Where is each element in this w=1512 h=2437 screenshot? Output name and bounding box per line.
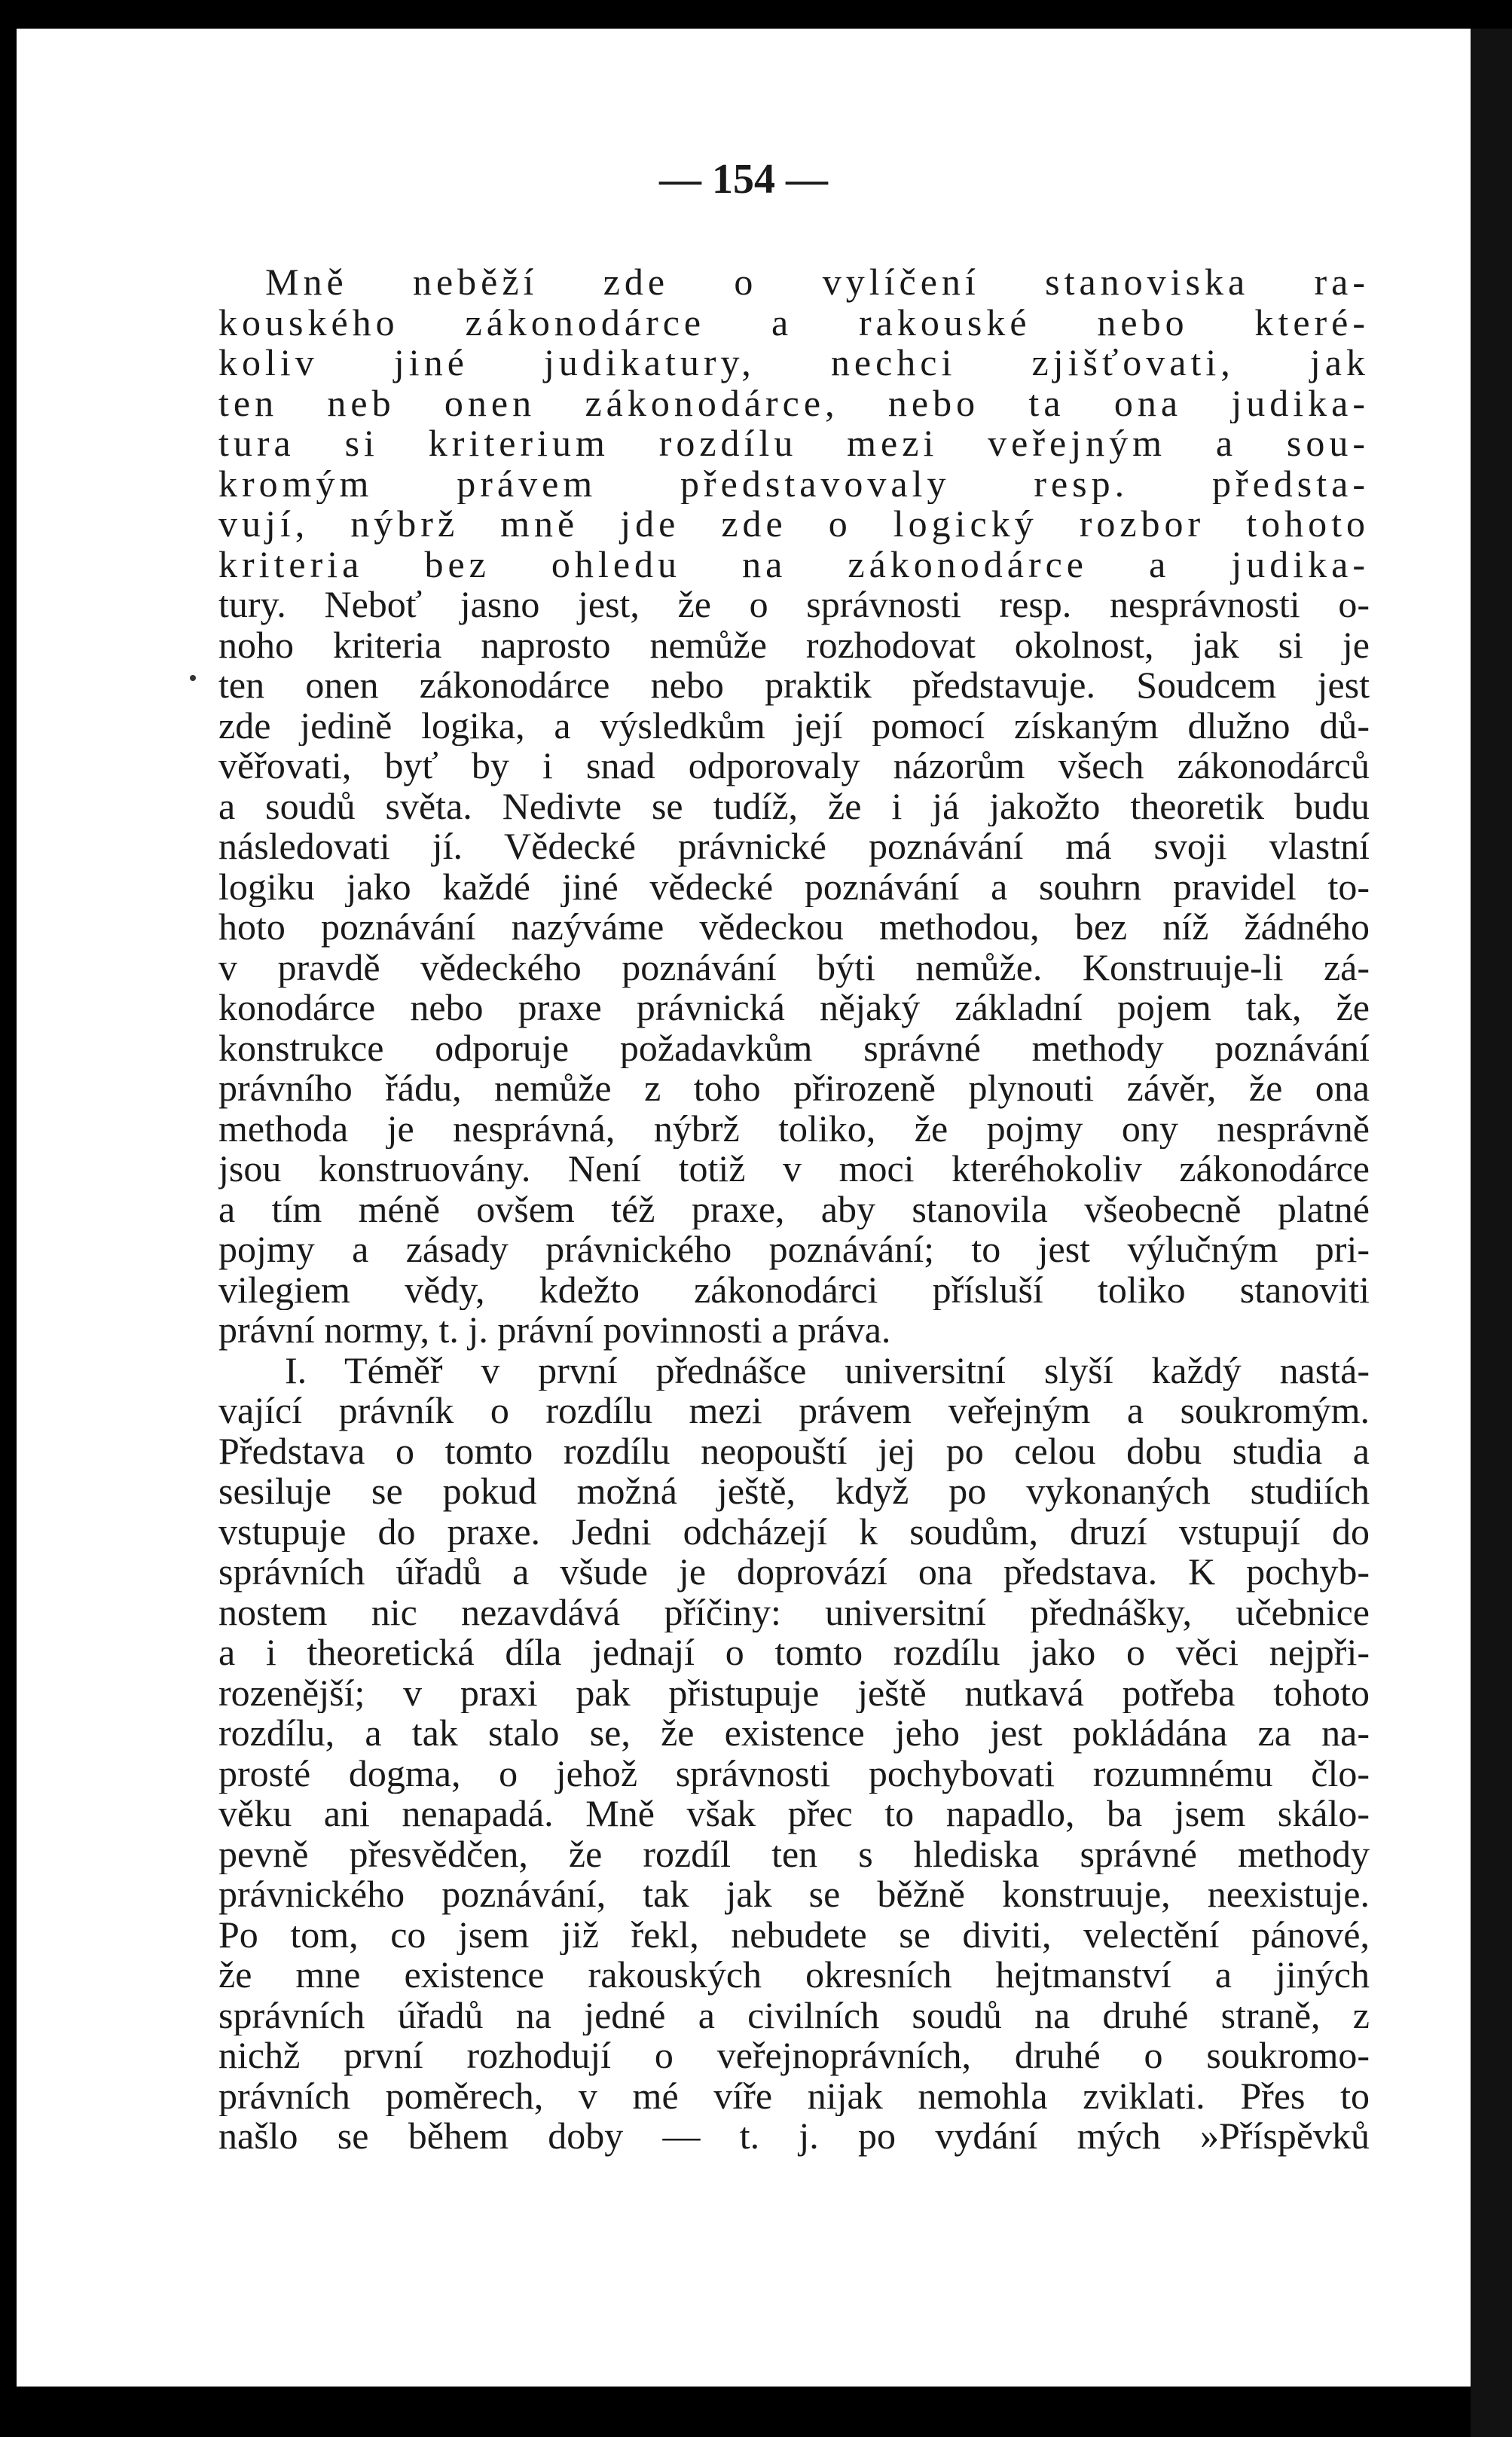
text-line: správních úřadů na jedné a civilních soudů na druhé straně, z [218,1995,1370,2035]
text-line: kouského zákonodárce a rakouské nebo které- [218,302,1370,343]
text-line: věřovati, byť by i snad odporovaly názorům všech zákonodárců [218,746,1370,786]
page-number: — 154 — [659,156,828,203]
text-line: methoda je nesprávná, nýbrž toliko, že pojmy ony nesprávně [218,1108,1370,1149]
text-line: hoto poznávání nazýváme vědeckou methodou, bez níž žádného [218,907,1370,948]
text-line: a soudů světa. Nedivte se tudíž, že i já jakožto theoretik budu [218,786,1370,826]
text-line: pojmy a zásady právnického poznávání; to jest výlučným pri- [218,1229,1370,1270]
text-line: v pravdě vědeckého poznávání býti nemůže. Konstruuje-li zá- [218,947,1370,988]
text-line: ten onen zákonodárce nebo praktik představuje. Soudcem jest [218,665,1370,706]
text-line: Po tom, co jsem již řekl, nebudete se diviti, velectění pánové, [218,1914,1370,1955]
text-line: koliv jiné judikatury, nechci zjišťovati, jak [218,343,1370,383]
text-line: nostem nic nezavdává příčiny: universitní přednášky, učebnice [218,1592,1370,1632]
text-line: logiku jako každé jiné vědecké poznávání a souhrn pravidel to- [218,866,1370,907]
text-line: I. Téměř v první přednášce universitní slyší každý nastá- [285,1350,1370,1391]
text-line: vilegiem vědy, kdežto zákonodárci přísluší toliko stanoviti [218,1269,1370,1310]
text-line: tury. Neboť jasno jest, že o správnosti resp. nesprávnosti o- [218,585,1370,625]
text-line: jsou konstruovány. Není totiž v moci kteréhokoliv zákonodárce [218,1149,1370,1189]
text-line: konodárce nebo praxe právnická nějaký základní pojem tak, že [218,988,1370,1028]
text-line: správních úřadů a všude je doprovází ona představa. K pochyb- [218,1552,1370,1593]
text-line: kriteria bez ohledu na zákonodárce a judika- [218,544,1370,585]
text-line: noho kriteria naprosto nemůže rozhodovat okolnost, jak si je [218,625,1370,665]
body-text [218,262,1370,2157]
text-line: a i theoretická díla jednají o tomto rozdílu jako o věci nejpři- [218,1632,1370,1673]
text-line: rozdílu, a tak stalo se, že existence jeho jest pokládána za na- [218,1713,1370,1754]
text-line: sesiluje se pokud možná ještě, když po vykonaných studiích [218,1471,1370,1512]
margin-dot [190,675,196,681]
text-line: věku ani nenapadá. Mně však přec to napadlo, ba jsem skálo- [218,1794,1370,1834]
text-line: vstupuje do praxe. Jedni odcházejí k soudům, druzí vstupují do [218,1511,1370,1552]
text-line: že mne existence rakouských okresních hejtmanství a jiných [218,1955,1370,1996]
text-line: Představa o tomto rozdílu neopouští jej po celou dobu studia a [218,1431,1370,1471]
text-line: zde jedině logika, a výsledkům její pomocí získaným dlužno dů- [218,705,1370,746]
text-line: právní normy, t. j. právní povinnosti a práva. [218,1310,891,1351]
scan-edge [1471,29,1512,2437]
text-line: právního řádu, nemůže z toho přirozeně plynouti závěr, že ona [218,1068,1370,1109]
book-page [17,29,1471,2387]
text-line: kromým právem představovaly resp. předsta- [218,463,1370,504]
text-line: nichž první rozhodují o veřejnoprávních, druhé o soukromo- [218,2035,1370,2076]
text-line: následovati jí. Vědecké právnické poznávání má svoji vlastní [218,826,1370,867]
text-line: vují, nýbrž mně jde zde o logický rozbor tohoto [218,504,1370,545]
text-line: vající právník o rozdílu mezi právem veřejným a soukromým. [218,1391,1370,1431]
text-line: právnického poznávání, tak jak se běžně konstruuje, neexistuje. [218,1874,1370,1915]
text-line: Mně neběží zde o vylíčení stanoviska ra- [265,262,1370,303]
text-line: ten neb onen zákonodárce, nebo ta ona judika- [218,383,1370,423]
text-line: pevně přesvědčen, že rozdíl ten s hlediska správné methody [218,1834,1370,1874]
text-line: a tím méně ovšem též praxe, aby stanovila všeobecně platné [218,1189,1370,1229]
text-line: našlo se během doby — t. j. po vydání mých »Příspěvků [218,2116,1370,2157]
text-line: tura si kriterium rozdílu mezi veřejným a sou- [218,423,1370,464]
text-line: právních poměrech, v mé víře nijak nemohla zviklati. Přes to [218,2075,1370,2116]
text-line: rozenější; v praxi pak přistupuje ještě nutkavá potřeba tohoto [218,1672,1370,1713]
text-line: prosté dogma, o jehož správnosti pochybovati rozumnému člo- [218,1753,1370,1794]
text-line: konstrukce odporuje požadavkům správné methody poznávání [218,1028,1370,1068]
